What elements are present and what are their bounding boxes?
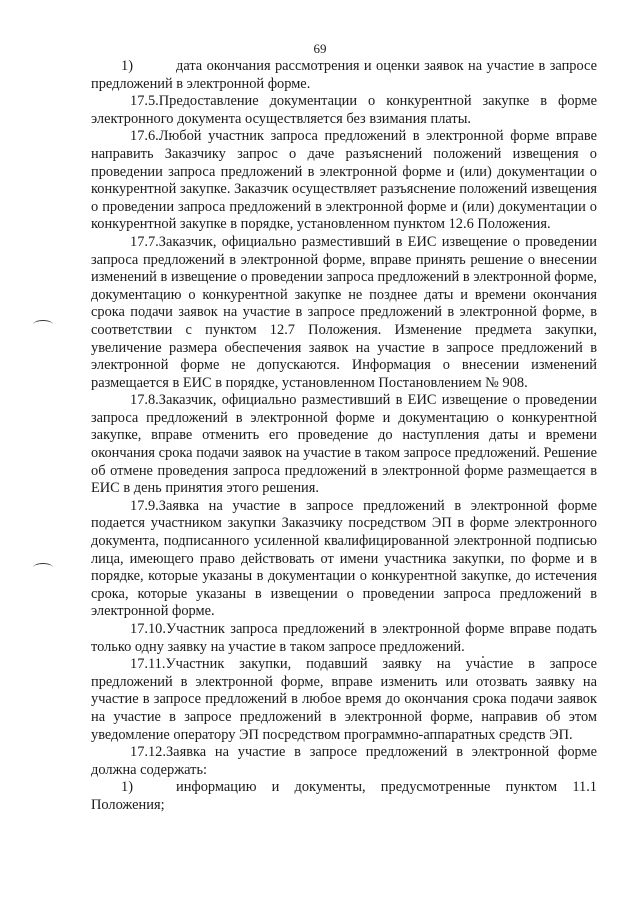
binding-hole-mark [33, 320, 53, 329]
list-item-number: 1) [121, 58, 133, 74]
page-number: 69 [313, 41, 327, 56]
paragraph-17-7: 17.7.Заказчик, официально разместивший в ЕИС извещение о проведении запроса предложений в электронной форме, вправе принять решение о внесении изменений в извещение о проведении запроса предложений в электронной форме, документацию о конкурентной закупке не позднее даты и времени окончания срока подачи заявок на участие в запросе предложений в электронной форме, в соответствии с пунктом 12.7 Положения. Изменение предмета закупки, увеличение размера обеспечения заявок на участие в запросе предложений в электронной форме не допускаются. Информация о внесении изменений размещается в ЕИС в порядке, установленном Постановлением № 908. [91, 233, 597, 391]
paragraph-17-10: 17.10.Участник запроса предложений в электронной форме вправе подать только одну заявку на участие в таком запросе предложений. [91, 621, 597, 655]
list-item [91, 779, 597, 814]
document-body [91, 58, 597, 815]
list-item-number: 1) [121, 779, 133, 796]
paragraph-17-9: 17.9.Заявка на участие в запросе предложений в электронной форме подается участником закупки Заказчику посредством ЭП в форме электронного документа, подписанного усиленной квалифицированной электронной подписью лица, имеющего право действовать от имени участника закупки, по форме и в порядке, которые указаны в документации о конкурентной закупке, до истечения срока, которые указаны в извещении о проведении запроса предложений в электронной форме. [91, 497, 597, 620]
list-item-text: информацию и документы, предусмотренные пунктом 11.1 Положения; [91, 779, 597, 813]
paragraph-17-11: 17.11.Участник закупки, подавший заявку на участие в запросе предложений в электронной форме, вправе изменить или отозвать заявку на участие в запросе предложений в любое время до окончания срока подачи заявок на участие в запросе предложений в электронной форме, направив об этом уведомление оператору ЭП посредством программно-аппаратных средств ЭП. [91, 656, 597, 743]
paragraph-17-8: 17.8.Заказчик, официально разместивший в ЕИС извещение о проведении запроса предложений в электронной форме и документацию о конкурентной закупке, вправе отменить его проведение до наступления даты и времени окончания срока подачи заявок на участие в таком запросе предложений. Решение об отмене проведения запроса предложений в электронной форме размещается в ЕИС в день принятия этого решения. [91, 392, 597, 497]
list-item [91, 58, 597, 93]
list-item-text: дата окончания рассмотрения и оценки заявок на участие в запросе предложений в электронной форме. [91, 58, 597, 92]
paragraph-17-12: 17.12.Заявка на участие в запросе предложений в электронной форме должна содержать: [91, 744, 597, 778]
paragraph-17-5: 17.5.Предоставление документации о конкурентной закупке в форме электронного документа осуществляется без взимания платы. [91, 93, 597, 127]
paragraph-17-6: 17.6.Любой участник запроса предложений в электронной форме вправе направить Заказчику запрос о даче разъяснений положений извещения о проведении запроса предложений в электронной форме и (или) документации о конкурентной закупке. Заказчик осуществляет разъяснение положений извещения о проведении запроса предложений в электронной форме и (или) документации о конкурентной закупке в порядке, установленном пунктом 12.6 Положения. [91, 128, 597, 233]
binding-hole-mark [33, 563, 53, 572]
